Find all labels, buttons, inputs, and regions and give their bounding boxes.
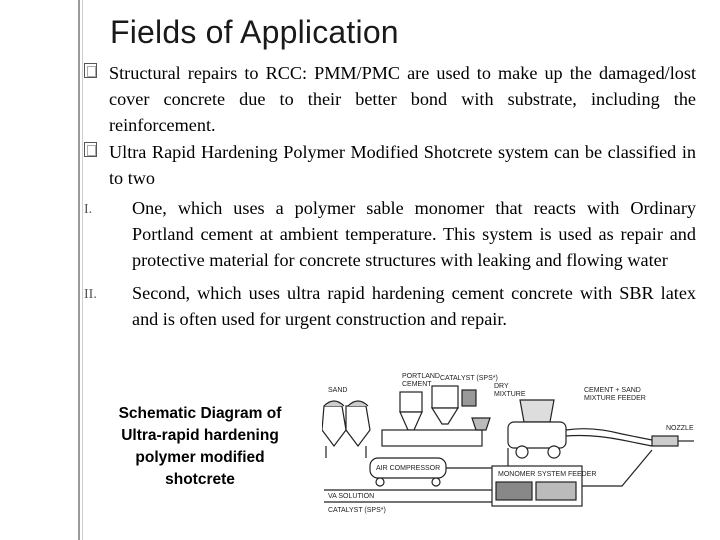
label-nozzle: NOZZLE	[666, 425, 694, 432]
bullet-text: Ultra Rapid Hardening Polymer Modified Shotcrete system can be classified in to two	[109, 141, 696, 188]
sub-item-one	[84, 195, 696, 274]
bullet-text: Structural repairs to RCC: PMM/PMC are used to make up the damaged/lost cover concrete due to their better bond with substrate, including the reinforcement.	[109, 63, 696, 136]
sub-item-text: One, which uses a polymer sable monomer that reacts with Ordinary Portland cement at ambient temperature. This system is used as repair and protective material for concrete structures with leaking and flowing water	[132, 198, 696, 271]
label-va-solution: VA SOLUTION	[328, 493, 375, 500]
label-portland: PORTLAND	[402, 373, 440, 380]
shotcrete-schematic-diagram	[322, 370, 714, 538]
label-catalyst: CATALYST (SPS*)	[440, 375, 498, 382]
label-air-compressor: AIR COMPRESSOR	[376, 465, 441, 472]
label-cement-sand: CEMENT + SAND	[584, 387, 641, 394]
sub-item-number: I.	[84, 202, 93, 218]
bullet-box-icon	[84, 63, 97, 78]
bullet-shotcrete-system	[84, 139, 696, 191]
label-cement: CEMENT	[402, 381, 432, 388]
label-mixture: MIXTURE	[494, 391, 526, 398]
slide-title: Fields of Application	[110, 14, 399, 50]
label-mixture-feeder: MIXTURE FEEDER	[584, 395, 646, 402]
label-monomer-feeder: MONOMER SYSTEM FEEDER	[498, 471, 597, 478]
left-border-rule-inner	[82, 0, 83, 540]
label-sand: SAND	[328, 387, 348, 394]
sub-item-two	[84, 280, 696, 332]
label-dry: DRY	[494, 383, 509, 390]
sub-item-text: Second, which uses ultra rapid hardening cement concrete with SBR latex and is often used for urgent construction and repair.	[132, 282, 696, 329]
sub-item-number: II.	[84, 286, 97, 302]
label-catalyst-2: CATALYST (SPS*)	[328, 507, 386, 514]
bullet-structural-repairs	[84, 60, 696, 139]
slide-body	[84, 60, 696, 332]
bullet-box-icon	[84, 142, 97, 157]
diagram-caption: Schematic Diagram of Ultra-rapid hardening polymer modified shotcrete	[118, 405, 282, 488]
schematic-drawing	[322, 370, 714, 538]
left-border-rule	[78, 0, 80, 540]
